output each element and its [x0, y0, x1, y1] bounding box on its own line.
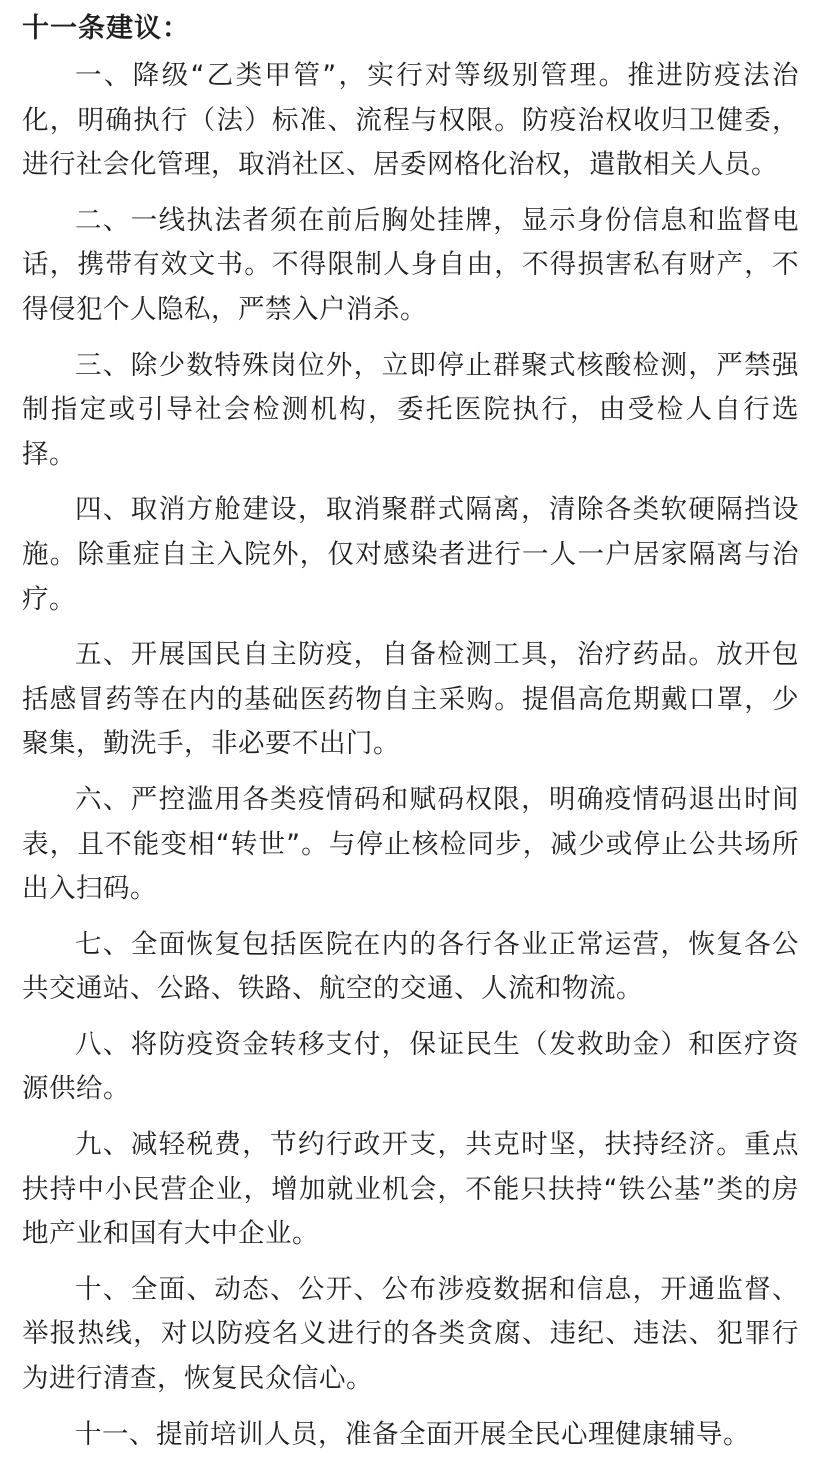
suggestion-item-6: 六、严控滥用各类疫情码和赋码权限，明确疫情码退出时间表，且不能变相“转世”。与停止核检同步，减少或停止公共场所出入扫码。: [22, 783, 799, 905]
suggestion-item-4: 四、取消方舱建设，取消聚群式隔离，清除各类软硬隔挡设施。除重症自主入院外，仅对感染者进行一人一户居家隔离与治疗。: [22, 494, 799, 615]
suggestion-item-10: 十、全面、动态、公开、公布涉疫数据和信息，开通监督、举报热线，对以防疫名义进行的各类贪腐、违纪、违法、犯罪行为进行清查，恢复民众信心。: [22, 1273, 799, 1395]
suggestion-item-3: 三、除少数特殊岗位外，立即停止群聚式核酸检测，严禁强制指定或引导社会检测机构，委托医院执行，由受检人自行选择。: [22, 349, 799, 470]
suggestion-item-1: 一、降级“乙类甲管”，实行对等级别管理。推进防疫法治化，明确执行（法）标准、流程与权限。防疫治权收归卫健委，进行社会化管理，取消社区、居委网格化治权，遣散相关人员。: [22, 60, 799, 181]
suggestion-item-9: 九、减轻税费，节约行政开支，共克时坚，扶持经济。重点扶持中小民营企业，增加就业机会，不能只扶持“铁公基”类的房地产业和国有大中企业。: [22, 1129, 799, 1250]
suggestion-item-8: 八、将防疫资金转移支付，保证民生（发救助金）和医疗资源供给。: [22, 1028, 799, 1105]
suggestion-item-2: 二、一线执法者须在前后胸处挂牌，显示身份信息和监督电话，携带有效文书。不得限制人身自由，不得损害私有财产，不得侵犯个人隐私，严禁入户消杀。: [22, 204, 799, 325]
suggestion-item-7: 七、全面恢复包括医院在内的各行各业正常运营，恢复各公共交通站、公路、铁路、航空的交通、人流和物流。: [22, 928, 799, 1005]
suggestion-item-5: 五、开展国民自主防疫，自备检测工具，治疗药品。放开包括感冒药等在内的基础医药物自主采购。提倡高危期戴口罩，少聚集，勤洗手，非必要不出门。: [22, 639, 799, 760]
document-title: 十一条建议：: [22, 13, 190, 44]
suggestion-item-11: 十一、提前培训人员，准备全面开展全民心理健康辅导。: [75, 1418, 750, 1450]
